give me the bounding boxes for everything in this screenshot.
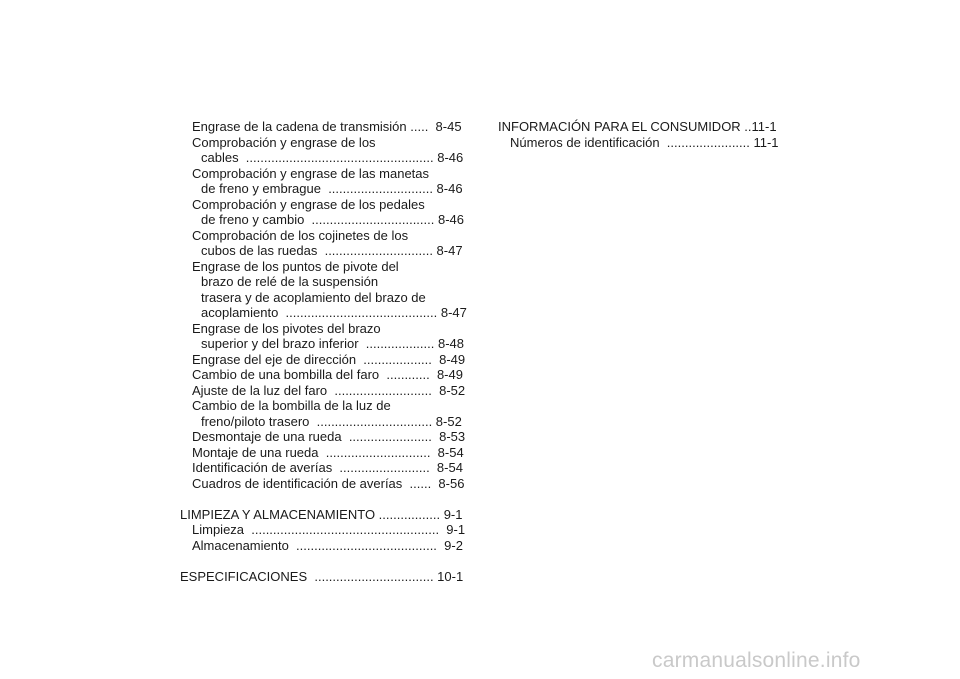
toc-chapter: INFORMACIÓN PARA EL CONSUMIDOR ..11-1	[498, 119, 777, 134]
toc-entry: Almacenamiento ....................................... 9-2	[192, 537, 463, 553]
toc-entry: Ajuste de la luz del faro ........................... 8-52	[192, 382, 466, 398]
toc-left-column	[180, 119, 466, 584]
toc-entry: acoplamiento .......................................... 8-47	[201, 305, 467, 320]
toc-entry: Limpieza .................................................... 9-1	[192, 522, 466, 537]
toc-entry: Montaje de una rueda ............................. 8-54	[192, 444, 464, 460]
toc-right-column	[498, 119, 788, 150]
toc-spacer	[180, 553, 466, 569]
watermark-text: carmanualsonline.info	[652, 649, 861, 672]
toc-entry: Engrase de los pivotes del brazo	[192, 320, 381, 336]
toc-entry: Cambio de la bombilla de la luz de	[192, 398, 391, 413]
toc-entry: de freno y cambio .................................. 8-46	[201, 212, 464, 227]
toc-entry: brazo de relé de la suspensión	[201, 274, 379, 289]
toc-chapter: LIMPIEZA Y ALMACENAMIENTO ................. 9-1	[180, 506, 463, 522]
toc-entry: superior y del brazo inferior ................... 8-48	[201, 336, 464, 351]
toc-entry: Desmontaje de una rueda ....................... 8-53	[192, 429, 466, 444]
toc-entry: Comprobación y engrase de los pedales	[192, 196, 425, 212]
toc-entry: Engrase de la cadena de transmisión ..... 8-45	[192, 119, 462, 134]
toc-entry: Comprobación y engrase de las manetas	[192, 165, 430, 181]
toc-entry: trasera y de acoplamiento del brazo de	[201, 289, 426, 305]
toc-entry: Comprobación de los cojinetes de los	[192, 227, 409, 243]
toc-entry: de freno y embrague ............................. 8-46	[201, 181, 463, 196]
toc-entry: Engrase de los puntos de pivote del	[192, 258, 399, 274]
toc-entry: Identificación de averías ......................... 8-54	[192, 460, 463, 475]
toc-entry: Cambio de una bombilla del faro ............ 8-49	[192, 367, 463, 382]
toc-entry: Comprobación y engrase de los	[192, 134, 376, 150]
toc-entry: freno/piloto trasero ................................ 8-52	[201, 413, 462, 429]
toc-entry: cables .................................................... 8-46	[201, 150, 464, 165]
toc-spacer	[180, 491, 466, 507]
toc-chapter: ESPECIFICACIONES ................................. 10-1	[180, 568, 464, 584]
toc-entry: Engrase del eje de dirección ................... 8-49	[192, 351, 466, 367]
toc-entry: Cuadros de identificación de averías ...... 8-56	[192, 475, 465, 491]
toc-entry: Números de identificación ....................... 11-1	[510, 134, 779, 150]
toc-entry: cubos de las ruedas .............................. 8-47	[201, 243, 463, 258]
